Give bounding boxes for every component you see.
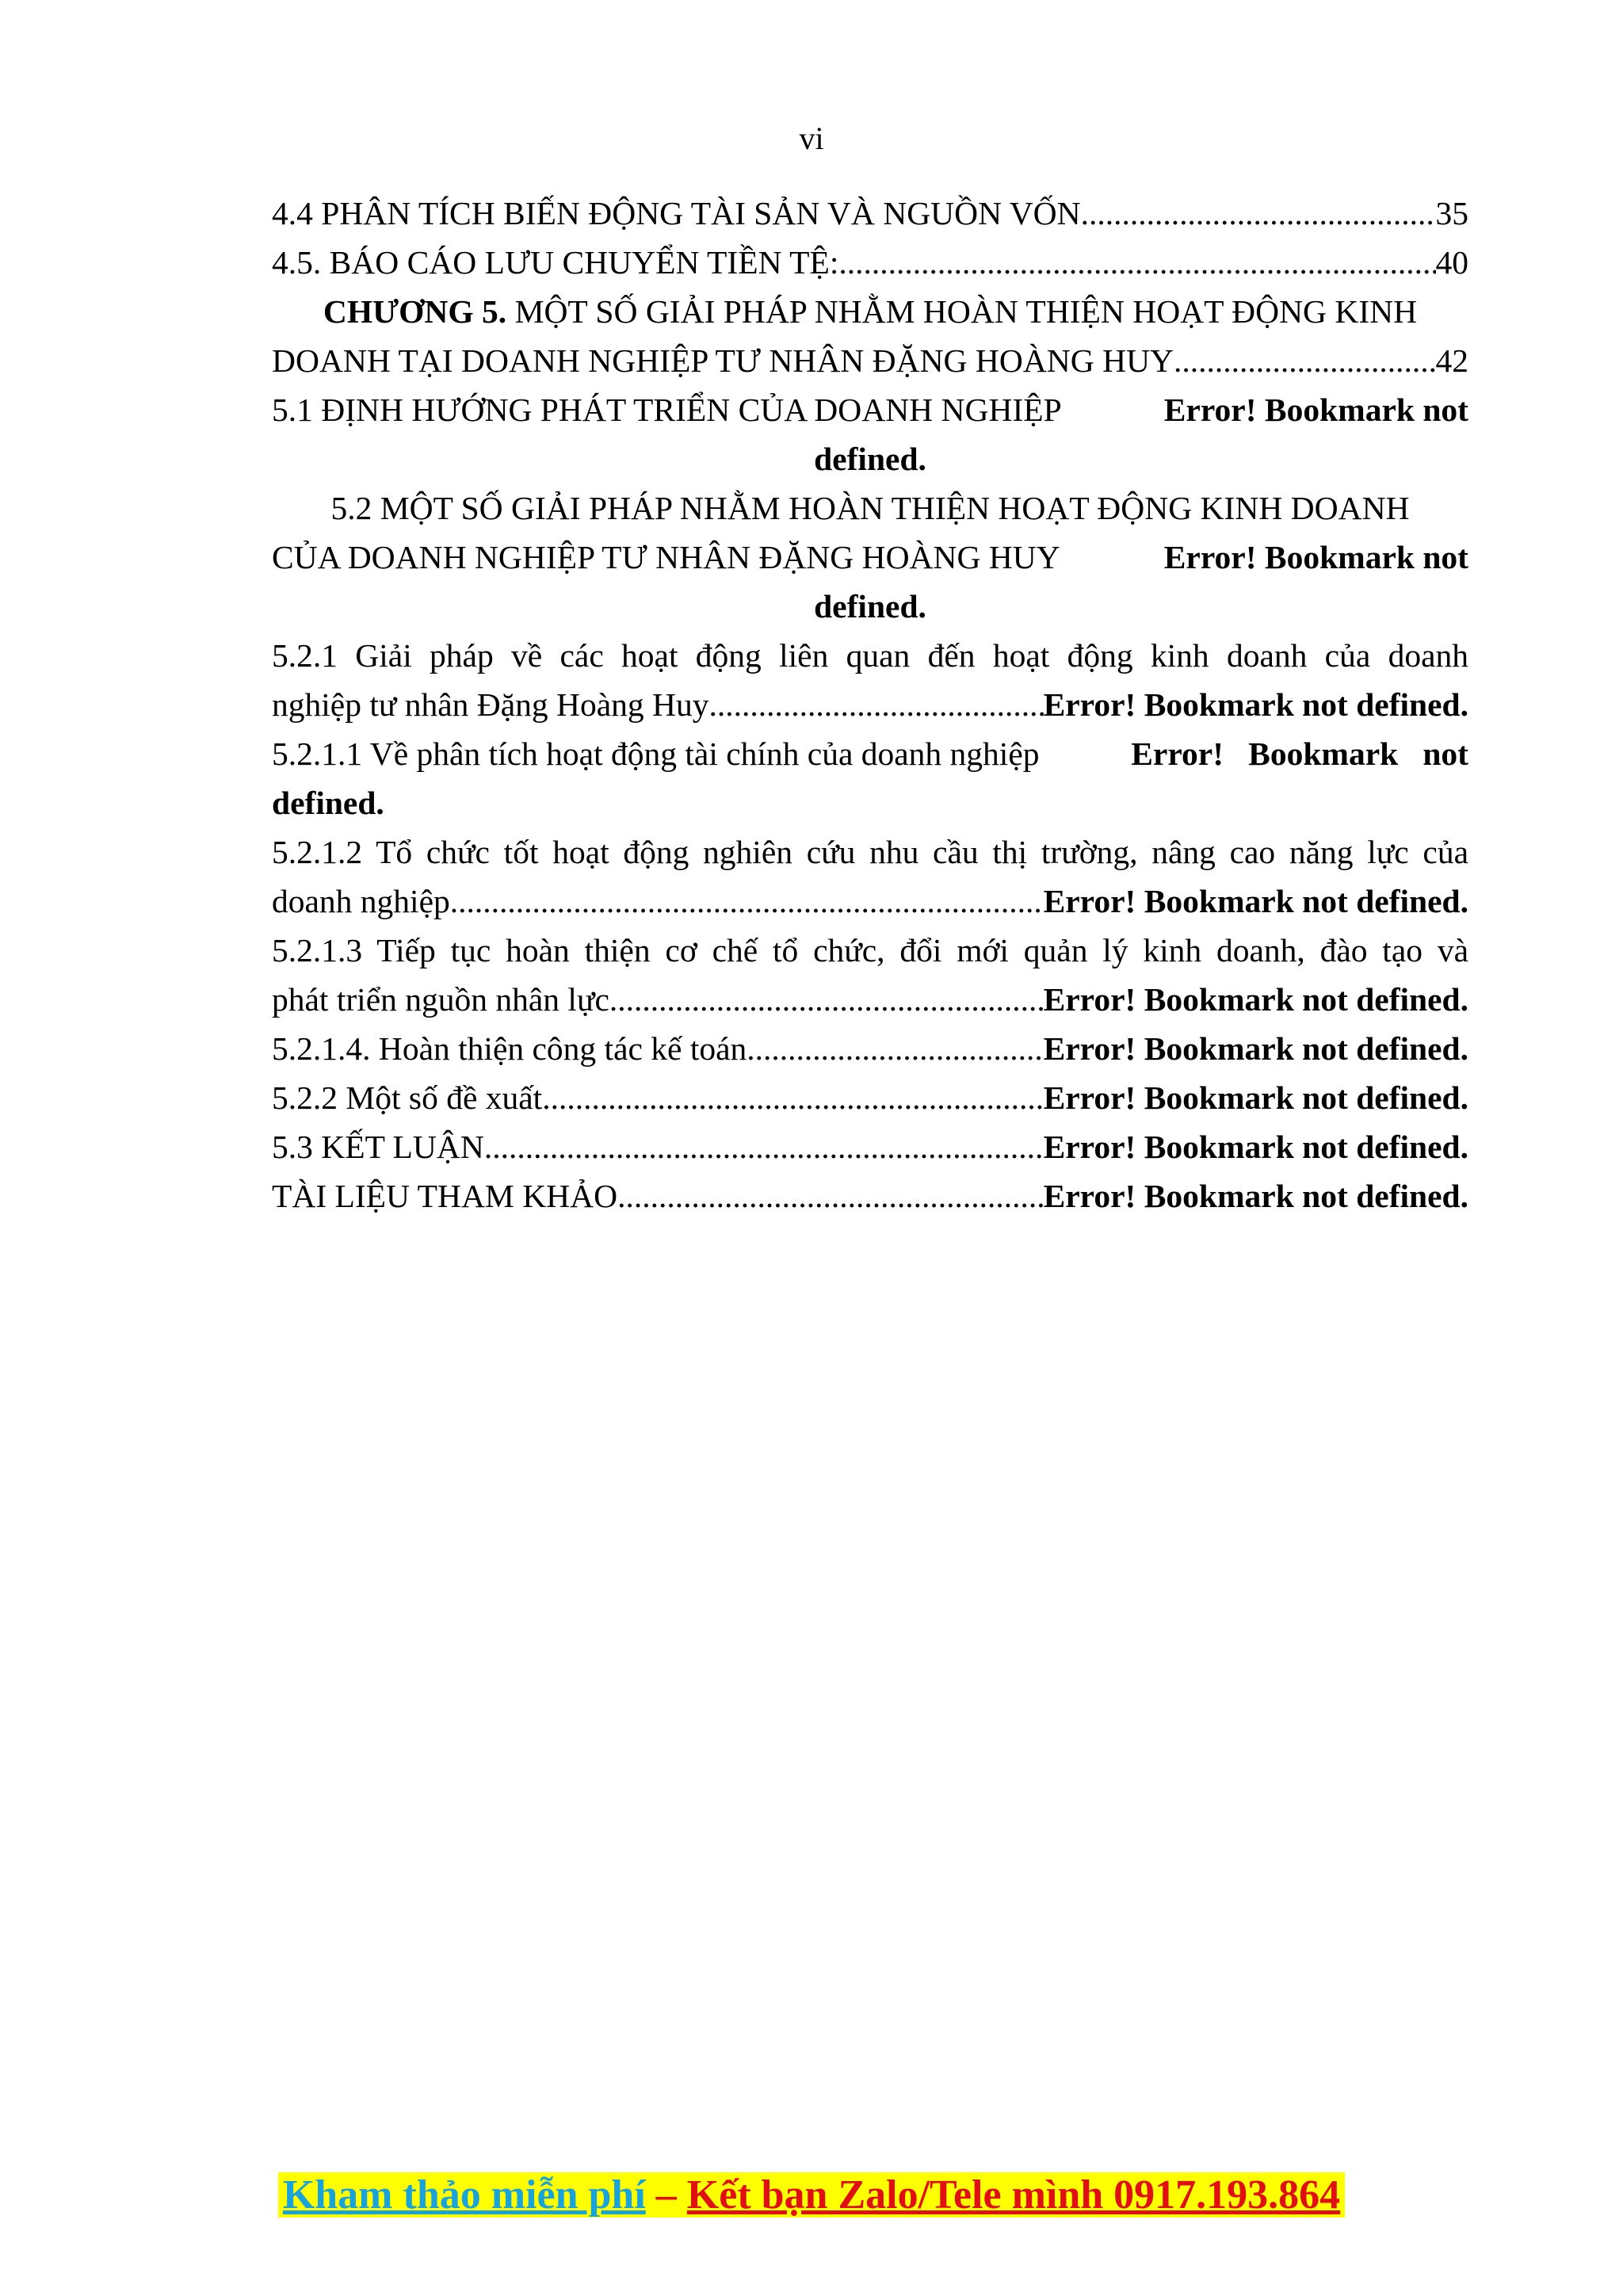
- toc-label: 5.3 KẾT LUẬN: [272, 1129, 484, 1165]
- toc-label: 4.4 PHÂN TÍCH BIẾN ĐỘNG TÀI SẢN VÀ NGUỒN VỐN: [272, 195, 1081, 231]
- free-reference-link[interactable]: Kham thảo miễn phí: [282, 2172, 646, 2218]
- toc-label: CỦA DOANH NGHIỆP TƯ NHÂN ĐẶNG HOÀNG HUY: [272, 539, 1060, 575]
- toc-chapter-line: [272, 287, 1468, 336]
- toc-label: 5.2 MỘT SỐ GIẢI PHÁP NHẰM HOÀN THIỆN HOẠT ĐỘNG KINH DOANH: [330, 490, 1410, 526]
- toc-label: nghiệp tư nhân Đặng Hoàng Huy: [272, 686, 709, 723]
- toc-chapter-number: CHƯƠNG 5.: [323, 293, 507, 330]
- toc-label: phát triển nguồn nhân lực.: [272, 981, 618, 1018]
- toc-error-text: Error! Bookmark not: [1163, 539, 1468, 575]
- page-number: vi: [799, 120, 824, 156]
- toc-entry-5-2-1-4[interactable]: [272, 1024, 1468, 1073]
- toc-entry-5-2-1-2[interactable]: [272, 827, 1468, 926]
- table-of-contents: [272, 189, 1468, 1221]
- toc-entry-5-1[interactable]: [272, 385, 1468, 483]
- toc-error-text: Error! Bookmark not defined.: [1043, 981, 1468, 1018]
- toc-error-text: Error! Bookmark not defined.: [1043, 883, 1468, 919]
- toc-label: 5.2.2 Một số đề xuất: [272, 1079, 543, 1116]
- toc-leader-dots: [458, 877, 1043, 926]
- toc-error-text: Error! Bookmark not defined.: [1043, 1079, 1468, 1116]
- toc-entry-references[interactable]: [272, 1171, 1468, 1221]
- toc-page-number: 40: [1435, 244, 1468, 281]
- toc-label: 4.5. BÁO CÁO LƯU CHUYỂN TIỀN TỆ:: [272, 244, 839, 281]
- toc-leader-dots: [542, 1073, 1043, 1122]
- toc-leader-dots: [709, 680, 1044, 729]
- toc-leader-dots: [617, 1171, 1044, 1221]
- toc-entry-5-2-1-1[interactable]: [272, 729, 1468, 827]
- toc-leader-dots: [1174, 336, 1435, 385]
- toc-leader-dots: [1081, 189, 1436, 238]
- footer-highlight: [278, 2172, 1345, 2218]
- toc-leader-dots: [838, 238, 1435, 287]
- toc-label: 5.2.1 Giải pháp về các hoạt động liên quan đến hoạt động kinh doanh của doanh: [272, 637, 1468, 674]
- toc-page-number: 35: [1435, 195, 1468, 231]
- toc-entry-5-2[interactable]: [272, 483, 1468, 631]
- toc-entry-5-3[interactable]: [272, 1122, 1468, 1171]
- toc-label: 5.2.1.3 Tiếp tục hoàn thiện cơ chế tổ chức, đổi mới quản lý kinh doanh, đào tạo và: [272, 932, 1468, 968]
- toc-error-text: defined.: [814, 588, 926, 625]
- toc-label: DOANH TẠI DOANH NGHIỆP TƯ NHÂN ĐẶNG HOÀNG HUY: [272, 342, 1174, 379]
- footer-dash: –: [645, 2172, 687, 2218]
- contact-link[interactable]: Kết bạn Zalo/Tele mình 0917.193.864: [686, 2172, 1341, 2218]
- toc-label: 5.1 ĐỊNH HƯỚNG PHÁT TRIỂN CỦA DOANH NGHIỆP: [272, 392, 1062, 428]
- toc-leader-dots: [747, 1024, 1043, 1073]
- toc-error-text: Error! Bookmark not: [1163, 392, 1468, 428]
- toc-entry-5-2-1-3[interactable]: [272, 926, 1468, 1024]
- toc-leader-dots: [484, 1122, 1044, 1171]
- toc-entry-4-5[interactable]: [272, 238, 1468, 287]
- toc-error-text: Error! Bookmark not defined.: [1043, 1030, 1468, 1067]
- toc-entry-5-2-1[interactable]: [272, 631, 1468, 729]
- toc-error-text: defined.: [814, 441, 926, 477]
- toc-leader-dots: [617, 975, 1043, 1024]
- toc-error-text: Error! Bookmark not defined.: [1043, 1129, 1468, 1165]
- footer-promo: [0, 2170, 1623, 2221]
- toc-error-text: Error! Bookmark not: [1131, 735, 1468, 772]
- toc-entry-chapter-5[interactable]: [272, 287, 1468, 385]
- toc-error-text: defined.: [272, 785, 384, 821]
- toc-label: TÀI LIỆU THAM KHẢO: [272, 1178, 618, 1214]
- toc-error-text: Error! Bookmark not defined.: [1043, 686, 1468, 723]
- toc-label: 5.2.1.2 Tổ chức tốt hoạt động nghiên cứu nhu cầu thị trường, nâng cao năng lực của: [272, 834, 1468, 870]
- toc-page-number: 42: [1435, 342, 1468, 379]
- toc-entry-5-2-2[interactable]: [272, 1073, 1468, 1122]
- toc-label: doanh nghiệp.: [272, 883, 459, 919]
- toc-error-text: Error! Bookmark not defined.: [1043, 1178, 1468, 1214]
- toc-label: 5.2.1.1 Về phân tích hoạt động tài chính của doanh nghiệp: [272, 735, 1040, 772]
- toc-label: 5.2.1.4. Hoàn thiện công tác kế toán: [272, 1030, 747, 1067]
- toc-label: MỘT SỐ GIẢI PHÁP NHẰM HOÀN THIỆN HOẠT ĐỘNG KINH: [506, 293, 1418, 330]
- toc-entry-4-4[interactable]: [272, 189, 1468, 238]
